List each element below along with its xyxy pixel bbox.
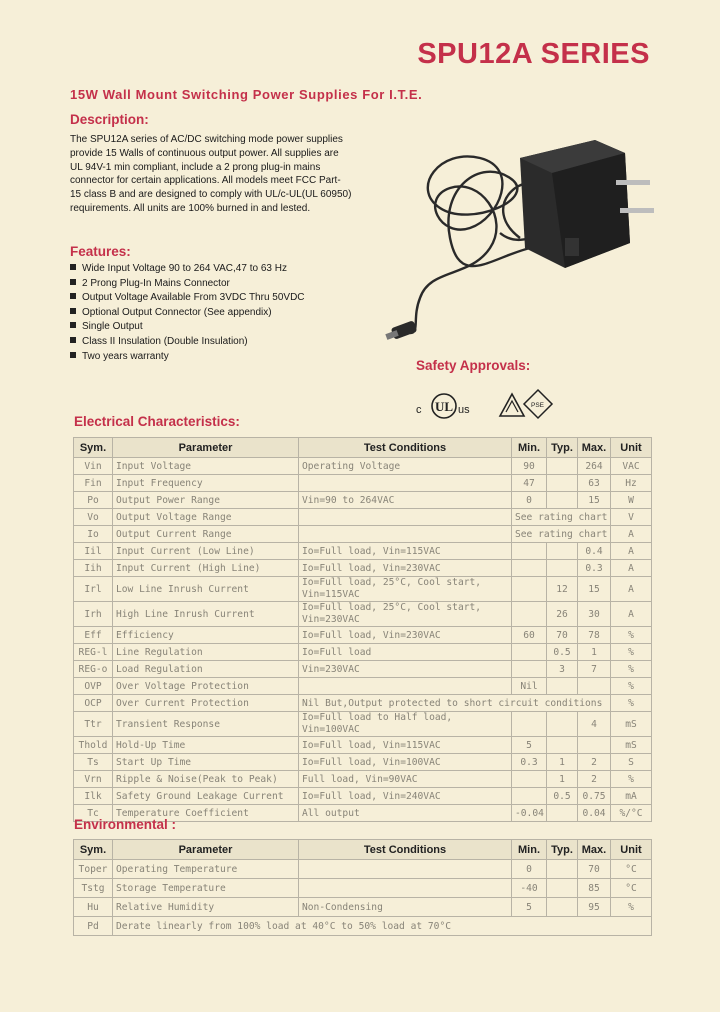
cell-unit: % [611,695,652,712]
environmental-heading: Environmental : [74,817,177,832]
cell-unit: % [611,771,652,788]
table-header-row [74,840,652,860]
cell-typ [547,737,578,754]
cell-sym: Toper [74,860,113,879]
table-row [74,678,652,695]
table-row [74,543,652,560]
col-parameter: Parameter [113,840,299,860]
cell-sym: Ttr [74,712,113,737]
cell-sym: Ilk [74,788,113,805]
page-subtitle: 15W Wall Mount Switching Power Supplies For I.T.E. [70,87,423,102]
table-row [74,788,652,805]
cell-unit: A [611,602,652,627]
cell-min: 60 [512,627,547,644]
table-row [74,509,652,526]
cell-typ: 26 [547,602,578,627]
col-min: Min. [512,840,547,860]
cell-unit: A [611,577,652,602]
cell-test-conditions: Io=Full load to Half load, Vin=100VAC [299,712,512,737]
cell-unit: VAC [611,458,652,475]
cell-test-conditions [299,526,512,543]
bullet-icon [70,322,76,328]
cell-test-conditions: Io=Full load, Vin=240VAC [299,788,512,805]
cell-min: -0.04 [512,805,547,822]
table-row [74,661,652,678]
cell-sym: Ts [74,754,113,771]
cell-typ [547,543,578,560]
description-line: requirements. All units are 100% burned in and lested. [70,202,311,214]
cell-parameter: Temperature Coefficient [113,805,299,822]
cell-parameter: High Line Inrush Current [113,602,299,627]
cell-min: 90 [512,458,547,475]
cell-test-conditions [299,475,512,492]
cell-test-conditions: Full load, Vin=90VAC [299,771,512,788]
cell-min [512,661,547,678]
triangle-certification-icon [500,394,524,416]
cell-sym: OCP [74,695,113,712]
cell-min: 0.3 [512,754,547,771]
feature-item: Output Voltage Available From 3VDC Thru 50VDC [70,291,305,306]
cell-parameter: Start Up Time [113,754,299,771]
cell-sym: Vin [74,458,113,475]
table-row [74,577,652,602]
feature-item: Wide Input Voltage 90 to 264 VAC,47 to 63 Hz [70,262,305,277]
table-row [74,712,652,737]
cell-parameter: Over Current Protection [113,695,299,712]
environmental-table [73,839,652,936]
cell-sym: Eff [74,627,113,644]
pse-mark: PSE [531,402,545,409]
cell-parameter: Output Voltage Range [113,509,299,526]
cell-test-conditions: Io=Full load, 25°C, Cool start, Vin=115VAC [299,577,512,602]
cell-test-conditions: Vin=230VAC [299,661,512,678]
cell-max: 0.3 [578,560,611,577]
cell-min [512,712,547,737]
description-line: UL 94V-1 min compliant, include a 2 prong plug-in mains [70,161,321,173]
cell-typ [547,560,578,577]
cell-test-conditions: All output [299,805,512,822]
cell-typ [547,805,578,822]
col-sym: Sym. [74,438,113,458]
col-typ: Typ. [547,438,578,458]
features-heading: Features: [70,244,131,259]
bullet-icon [70,337,76,343]
cell-unit: % [611,661,652,678]
cell-sym: Irl [74,577,113,602]
cell-parameter: Storage Temperature [113,879,299,898]
cell-test-conditions: Io=Full load [299,644,512,661]
cell-typ: 3 [547,661,578,678]
cell-max: 4 [578,712,611,737]
cell-unit: A [611,526,652,543]
feature-item: Optional Output Connector (See appendix) [70,306,305,321]
bullet-icon [70,308,76,314]
col-max: Max. [578,438,611,458]
table-row [74,627,652,644]
cell-unit: V [611,509,652,526]
col-test-conditions: Test Conditions [299,438,512,458]
cell-max: 63 [578,475,611,492]
cell-sym: Io [74,526,113,543]
table-row [74,695,652,712]
cell-typ: 12 [547,577,578,602]
cell-sym: Iil [74,543,113,560]
cell-sym: Vo [74,509,113,526]
cell-test-conditions [299,860,512,879]
table-row [74,879,652,898]
cell-unit: S [611,754,652,771]
description-line: The SPU12A series of AC/DC switching mode power supplies [70,134,343,145]
cell-test-conditions: Io=Full load, Vin=100VAC [299,754,512,771]
table-row [74,737,652,754]
cell-max [578,678,611,695]
bullet-icon [70,264,76,270]
col-typ: Typ. [547,840,578,860]
cell-parameter: Over Voltage Protection [113,678,299,695]
cell-parameter: Operating Temperature [113,860,299,879]
feature-item: Class II Insulation (Double Insulation) [70,335,305,350]
cell-sym: Hu [74,898,113,917]
cell-max: 30 [578,602,611,627]
feature-item: Single Output [70,320,305,335]
cell-max: 2 [578,754,611,771]
ul-c-mark: c [416,404,422,416]
cell-test-conditions: Io=Full load, Vin=115VAC [299,543,512,560]
cell-parameter: Input Current (Low Line) [113,543,299,560]
ul-us-mark: us [458,404,470,416]
cell-unit: %/°C [611,805,652,822]
cell-min [512,577,547,602]
features-list [70,262,305,364]
cell-unit: Hz [611,475,652,492]
table-row-derate [74,917,652,936]
cell-typ: 0.5 [547,644,578,661]
cell-typ: 0.5 [547,788,578,805]
cell-max: 95 [578,898,611,917]
cell-test-conditions: Nil But,Output protected to short circuit conditions [299,695,611,712]
cell-parameter: Output Current Range [113,526,299,543]
description-line: provide 15 Walls of continuous output power. All supplies are [70,147,339,159]
cell-typ: 1 [547,754,578,771]
cell-typ [547,492,578,509]
cell-unit: % [611,627,652,644]
cell-min: 0 [512,492,547,509]
cell-min: See rating chart [512,509,611,526]
table-row [74,860,652,879]
cell-min: 0 [512,860,547,879]
cell-parameter: Ripple & Noise(Peak to Peak) [113,771,299,788]
cell-typ [547,712,578,737]
cell-typ [547,678,578,695]
cell-parameter: Line Regulation [113,644,299,661]
cell-unit: A [611,543,652,560]
cell-sym: Pd [74,917,113,936]
cell-max: 1 [578,644,611,661]
cell-min [512,788,547,805]
cell-parameter: Input Frequency [113,475,299,492]
cell-sym: Fin [74,475,113,492]
cell-test-conditions: Io=Full load, Vin=115VAC [299,737,512,754]
cell-typ: 1 [547,771,578,788]
cell-max [578,737,611,754]
cell-typ: 70 [547,627,578,644]
cell-typ [547,458,578,475]
cell-parameter: Input Voltage [113,458,299,475]
cell-max: 15 [578,492,611,509]
cell-min [512,543,547,560]
cell-unit: % [611,644,652,661]
cell-max: 0.04 [578,805,611,822]
cell-test-conditions [299,509,512,526]
table-row [74,898,652,917]
cell-sym: Po [74,492,113,509]
cell-max: 0.4 [578,543,611,560]
description-heading: Description: [70,112,149,127]
cell-test-conditions: Io=Full load, 25°C, Cool start, Vin=230VAC [299,602,512,627]
cell-parameter: Low Line Inrush Current [113,577,299,602]
electrical-heading: Electrical Characteristics: [74,414,240,429]
table-row [74,475,652,492]
cell-sym: Tstg [74,879,113,898]
cell-test-conditions: Vin=90 to 264VAC [299,492,512,509]
cell-test-conditions: Io=Full load, Vin=230VAC [299,627,512,644]
cell-sym: OVP [74,678,113,695]
table-row [74,644,652,661]
col-sym: Sym. [74,840,113,860]
cell-sym: Vrn [74,771,113,788]
cell-typ [547,860,578,879]
cell-typ [547,898,578,917]
cell-unit: % [611,678,652,695]
cell-typ [547,475,578,492]
cell-sym: Tc [74,805,113,822]
feature-item: 2 Prong Plug-In Mains Connector [70,277,305,292]
cell-max: 78 [578,627,611,644]
col-unit: Unit [611,840,652,860]
description-line: 15 class B and are designed to comply with UL/c-UL(UL 60950) [70,189,352,201]
cell-max: 15 [578,577,611,602]
cell-parameter: Input Current (High Line) [113,560,299,577]
cell-parameter: Hold-Up Time [113,737,299,754]
cell-parameter: Output Power Range [113,492,299,509]
cell-unit: mS [611,737,652,754]
cell-parameter: Efficiency [113,627,299,644]
safety-logos [414,386,554,420]
col-unit: Unit [611,438,652,458]
cell-unit: mA [611,788,652,805]
cell-min: See rating chart [512,526,611,543]
cell-sym: REG-l [74,644,113,661]
col-parameter: Parameter [113,438,299,458]
col-min: Min. [512,438,547,458]
cell-min: Nil [512,678,547,695]
cell-typ [547,879,578,898]
ul-mark: UL [435,399,454,414]
col-test-conditions: Test Conditions [299,840,512,860]
cell-parameter: Safety Ground Leakage Current [113,788,299,805]
table-row [74,526,652,543]
cell-unit: % [611,898,652,917]
bullet-icon [70,279,76,285]
table-row [74,754,652,771]
electrical-table [73,437,652,822]
cell-min [512,602,547,627]
cell-test-conditions: Operating Voltage [299,458,512,475]
bullet-icon [70,293,76,299]
cell-sym: REG-o [74,661,113,678]
cell-min: 47 [512,475,547,492]
col-max: Max. [578,840,611,860]
power-adapter-photo [380,128,660,348]
cell-max: 0.75 [578,788,611,805]
description-text [70,133,370,216]
cell-test-conditions [299,678,512,695]
table-row [74,560,652,577]
table-header-row [74,438,652,458]
cell-parameter: Load Regulation [113,661,299,678]
cell-min [512,771,547,788]
description-line: connector for certain applications. All models meet FCC Part- [70,175,341,187]
cell-sym: Iih [74,560,113,577]
cell-min: -40 [512,879,547,898]
cell-max: 2 [578,771,611,788]
table-row [74,602,652,627]
cell-max: 70 [578,860,611,879]
feature-item: Two years warranty [70,350,305,365]
cell-parameter: Transient Response [113,712,299,737]
cell-derate-text: Derate linearly from 100% load at 40°C to 50% load at 70°C [113,917,652,936]
cell-unit: W [611,492,652,509]
cell-test-conditions: Io=Full load, Vin=230VAC [299,560,512,577]
cell-test-conditions: Non-Condensing [299,898,512,917]
cell-unit: °C [611,879,652,898]
cell-min: 5 [512,898,547,917]
cell-min [512,644,547,661]
cell-max: 85 [578,879,611,898]
table-row [74,492,652,509]
safety-heading: Safety Approvals: [416,358,531,373]
cell-min: 5 [512,737,547,754]
cell-max: 7 [578,661,611,678]
cell-sym: Irh [74,602,113,627]
table-row [74,771,652,788]
cell-unit: A [611,560,652,577]
cell-min [512,560,547,577]
cell-sym: Thold [74,737,113,754]
cell-test-conditions [299,879,512,898]
table-row [74,458,652,475]
bullet-icon [70,352,76,358]
cell-max: 264 [578,458,611,475]
cell-unit: °C [611,860,652,879]
cell-parameter: Relative Humidity [113,898,299,917]
page-title: SPU12A SERIES [417,38,650,70]
cell-unit: mS [611,712,652,737]
